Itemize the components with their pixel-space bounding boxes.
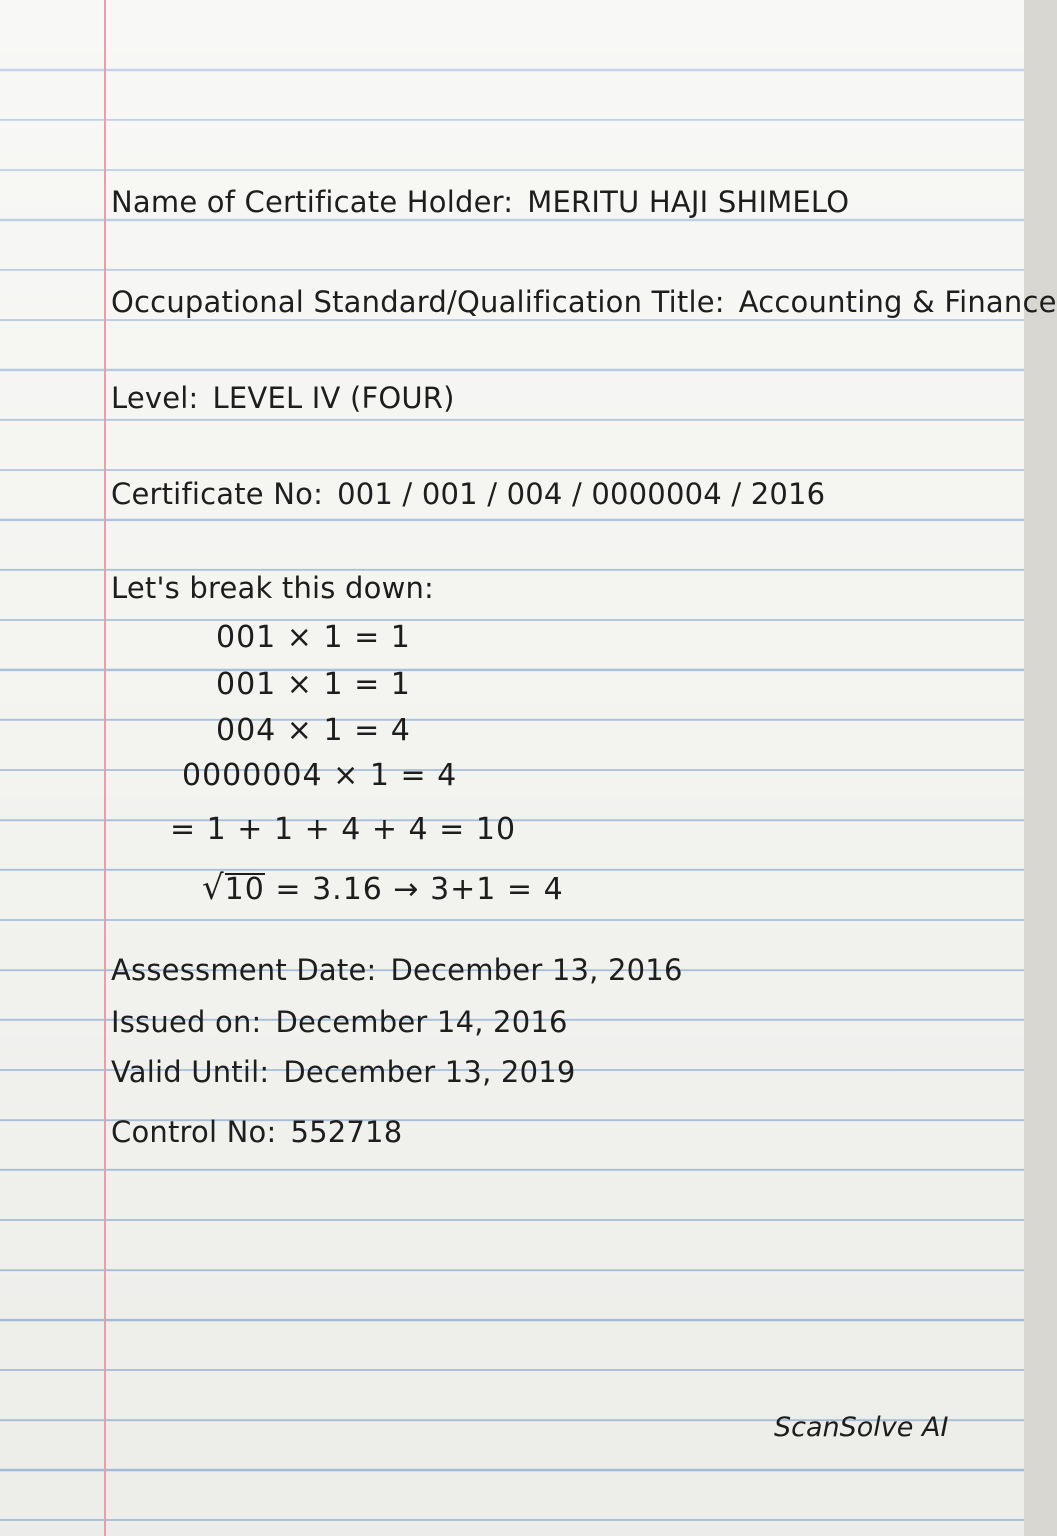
control-value: 552718 [290,1115,403,1149]
margin-line [104,0,106,1536]
breakdown-step: 004 × 1 = 4 [216,713,411,748]
level-label: Level: [111,381,199,415]
breakdown-step: 0000004 × 1 = 4 [182,758,458,793]
breakdown-step: 001 × 1 = 1 [216,667,411,702]
level-value: LEVEL IV (FOUR) [212,381,455,415]
holder-line [111,184,849,220]
qualification-line [111,284,1057,320]
radicand: 10 [224,872,265,907]
qualification-value: Accounting & Finance [738,285,1057,319]
assessment-label: Assessment Date: [111,953,377,987]
valid-line [111,1054,576,1090]
issued-value: December 14, 2016 [275,1005,568,1039]
breakdown-sum: = 1 + 1 + 4 + 4 = 10 [170,812,517,847]
issued-line [111,1004,568,1040]
level-line [111,380,455,416]
assessment-value: December 13, 2016 [390,953,683,987]
sqrt-result: = 3.16 → 3+1 = 4 [275,872,564,907]
holder-value: MERITU HAJI SHIMELO [527,185,850,219]
valid-value: December 13, 2019 [283,1055,576,1089]
assessment-line [111,952,683,988]
qualification-label: Occupational Standard/Qualification Title: [111,285,725,319]
control-label: Control No: [111,1115,277,1149]
holder-label: Name of Certificate Holder: [111,185,514,219]
radical-sign: √ [202,868,225,908]
watermark: ScanSolve AI [774,1412,949,1443]
certificate-no-line [111,476,825,512]
valid-label: Valid Until: [111,1055,270,1089]
control-line [111,1114,402,1150]
sqrt-expression [202,870,265,908]
sqrt-line [202,870,564,908]
issued-label: Issued on: [111,1005,262,1039]
breakdown-step: 001 × 1 = 1 [216,620,411,655]
breakdown-heading: Let's break this down: [111,571,435,605]
certificate-no-label: Certificate No: [111,477,324,511]
certificate-no-value: 001 / 001 / 004 / 0000004 / 2016 [337,477,826,511]
